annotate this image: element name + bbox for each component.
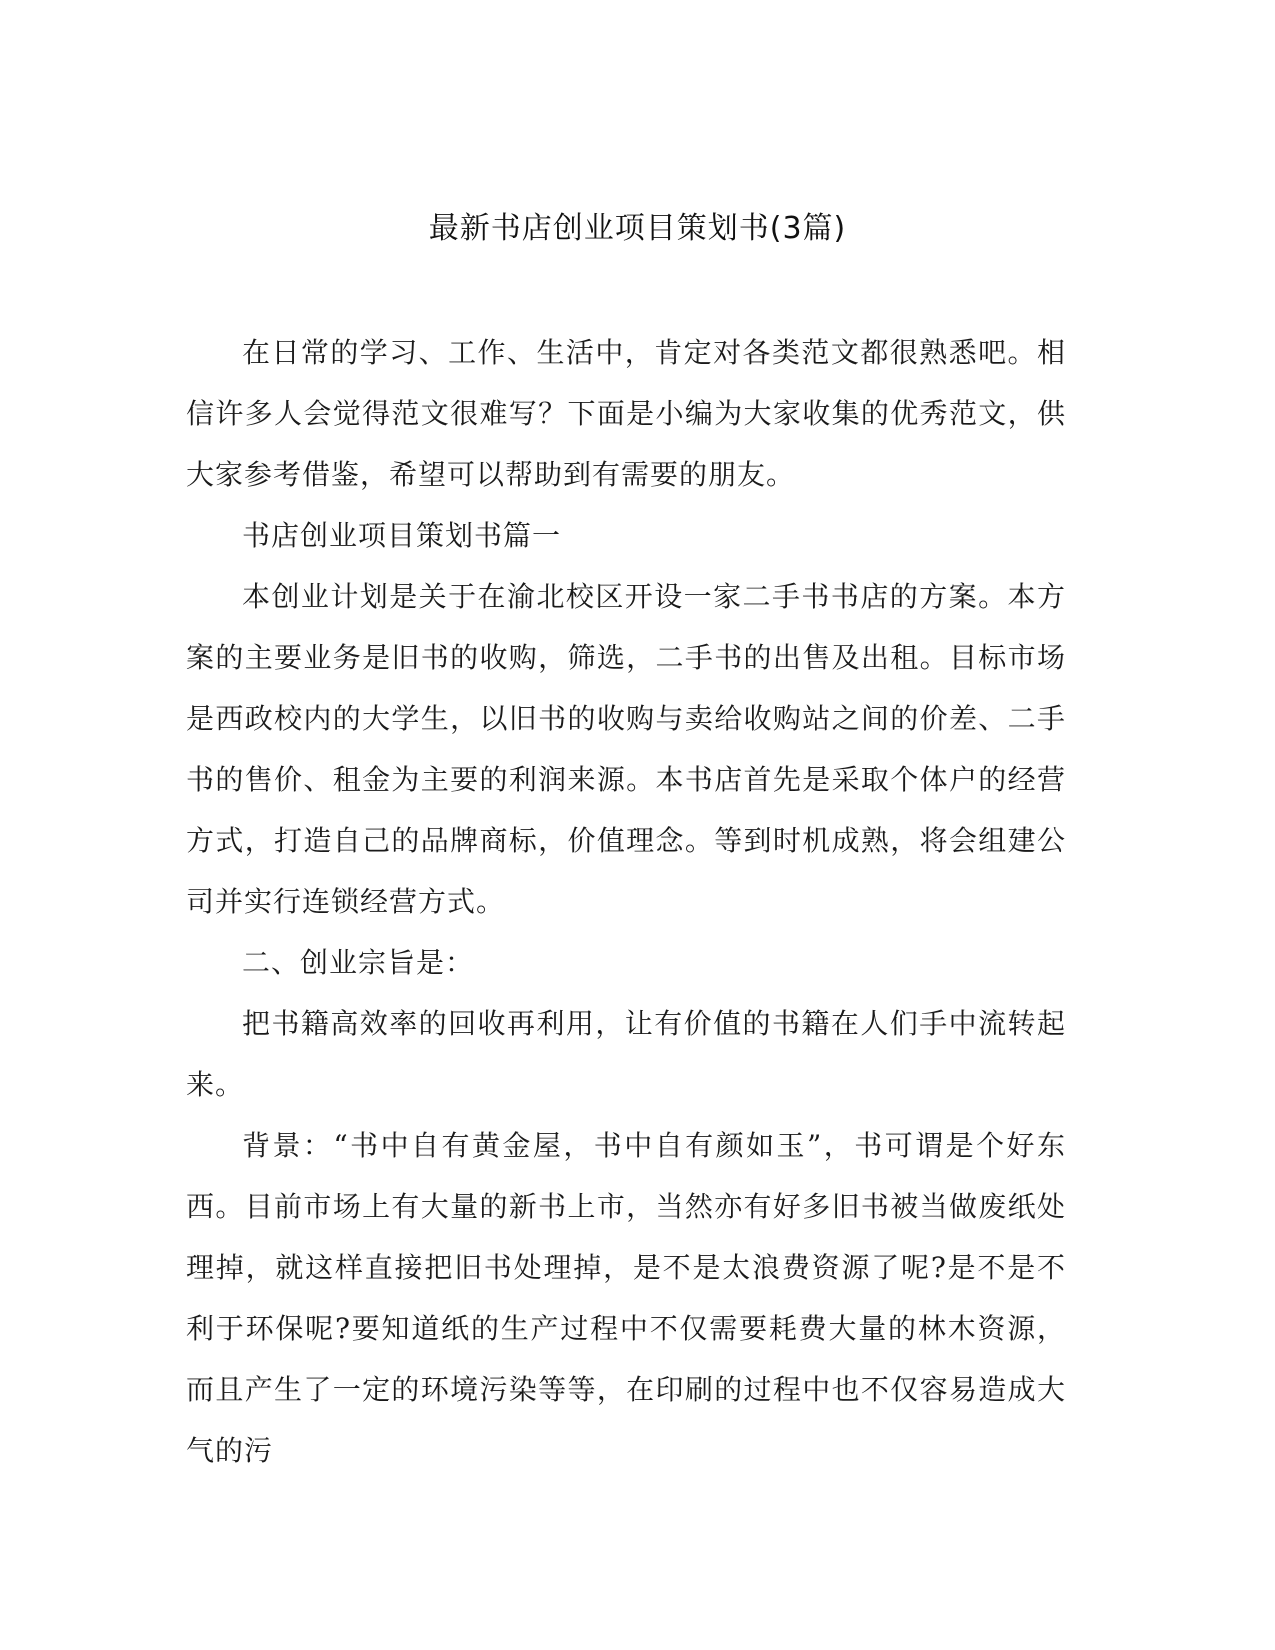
section-heading-purpose: 二、创业宗旨是： [242, 946, 475, 979]
section-heading-part-one: 书店创业项目策划书篇一 [242, 519, 562, 552]
paragraph-background: 背景：“书中自有黄金屋，书中自有颜如玉”，书可谓是个好东西。目前市场上有大量的新书上市，当然亦有好多旧书被当做废纸处理掉，就这样直接把旧书处理掉，是不是太浪费资源了呢?是不是不利于环保呢?要知道纸的生产过程中不仅需要耗费大量的林木资源，而且产生了一定的环境污染等等，在印刷的过程中也不仅容易造成大气的污 [186, 1129, 1066, 1467]
paragraph-plan-overview: 本创业计划是关于在渝北校区开设一家二手书书店的方案。本方案的主要业务是旧书的收购，筛选，二手书的出售及出租。目标市场是西政校内的大学生，以旧书的收购与卖给收购站之间的价差、二手书的售价、租金为主要的利润来源。本书店首先是采取个体户的经营方式，打造自己的品牌商标，价值理念。等到时机成熟，将会组建公司并实行连锁经营方式。 [186, 580, 1066, 918]
paragraph-intro: 在日常的学习、工作、生活中，肯定对各类范文都很熟悉吧。相信许多人会觉得范文很难写？下面是小编为大家收集的优秀范文，供大家参考借鉴，希望可以帮助到有需要的朋友。 [186, 336, 1066, 491]
document-title: 最新书店创业项目策划书(3篇) [428, 211, 847, 246]
document-body [186, 322, 1066, 1481]
paragraph-purpose: 把书籍高效率的回收再利用，让有价值的书籍在人们手中流转起来。 [186, 1007, 1066, 1101]
